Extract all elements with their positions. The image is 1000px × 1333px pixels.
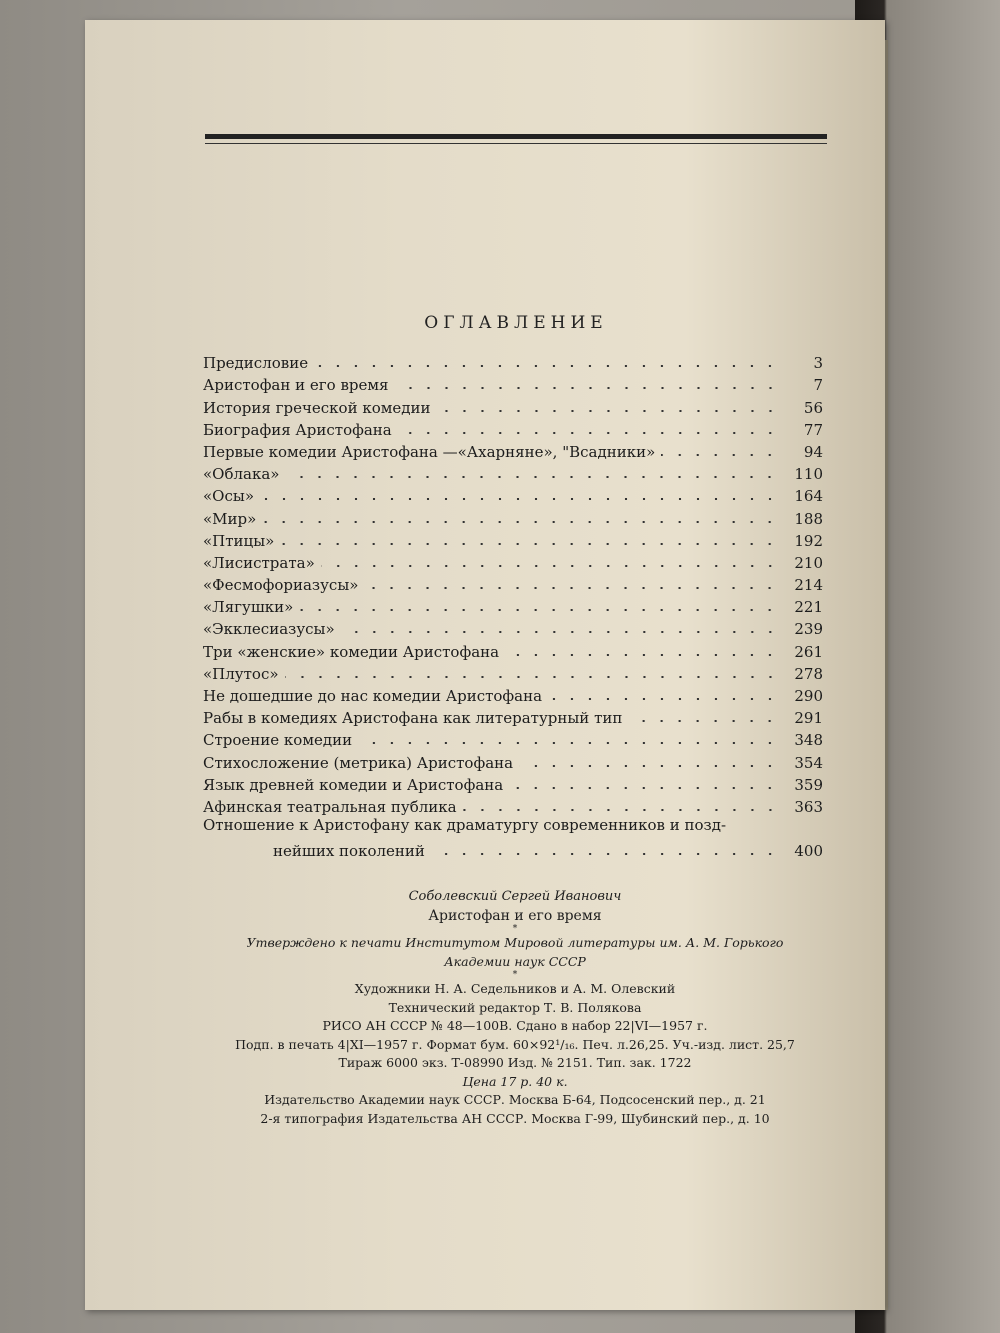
toc-last-entry-page: 400 [794,841,823,860]
toc-entry-label: «Птицы» [203,531,275,550]
toc-entry [203,683,823,705]
toc-entry-page: 359 [794,775,823,794]
contents-title: ОГЛАВЛЕНИЕ [424,313,608,333]
toc-leader-dots [299,609,779,611]
header-rule-thick [205,134,827,139]
toc-entry-page: 261 [794,642,823,661]
toc-entry-page: 214 [794,576,823,595]
toc-entry [203,483,823,505]
imprint-block [205,888,825,1128]
imprint-approved-line2: Академии наук СССР [444,953,586,969]
imprint-printer: 2-я типография Издательства АН СССР. Москва Г-99, Шубинский пер., д. 10 [260,1110,770,1126]
toc-entry [203,616,823,638]
toc-leader-dots [395,387,780,389]
toc-entry-page: 363 [794,797,823,816]
toc-leader-dots [398,432,779,434]
toc-entry [203,727,823,749]
toc-entry [203,505,823,527]
toc-entry-page: 239 [794,620,823,639]
toc-entry-page: 291 [794,709,823,728]
toc-entry-label: Аристофан и его время [203,376,389,395]
toc-entry [203,461,823,483]
toc-leader-dots [505,654,779,656]
toc-leader-dots [509,787,779,789]
toc-leader-dots [628,720,779,722]
toc-entry-label: Предисловие [203,354,309,373]
toc-entry [203,594,823,616]
toc-entry-label: «Лягушки» [203,598,294,617]
toc-entry-page: 221 [794,598,823,617]
imprint-tech-editor: Технический редактор Т. В. Полякова [388,999,642,1015]
toc-entry [203,550,823,572]
toc-entry [203,350,823,372]
toc-entry [203,394,823,416]
toc-entry [203,794,823,816]
imprint-signed: Подп. в печать 4|XI—1957 г. Формат бум. 60×92¹/₁₆. Печ. л.26,25. Уч.-изд. лист. 25,7 [235,1036,795,1052]
imprint-separator-star: * [512,924,518,934]
toc-leader-dots [548,698,779,700]
toc-entry-page: 188 [794,509,823,528]
toc-entry-label: Строение комедии [203,731,353,750]
toc-entry-label: «Экклесиазусы» [203,620,335,639]
imprint-author: Соболевский Сергей Иванович [408,889,622,904]
imprint-separator-star: * [512,970,518,980]
header-rule-thin [205,143,827,144]
toc-entry-label: Рабы в комедиях Аристофана как литературный тип [203,709,623,728]
toc-leader-dots [358,742,779,744]
toc-leader-dots [341,631,779,633]
toc-entry [203,528,823,550]
toc-entry-label: Не дошедшие до нас комедии Аристофана [203,687,543,705]
imprint-book-title: Аристофан и его время [428,907,602,924]
toc-entry-page: 354 [794,753,823,772]
toc-entry-page: 290 [794,687,823,705]
imprint-artists: Художники Н. А. Седельников и А. М. Олевский [354,981,676,996]
toc-leader-dots [314,365,779,367]
toc-entry-page: 278 [794,664,823,683]
toc-leader-dots [437,410,779,412]
toc-leader-dots [285,476,779,478]
toc-leader-dots [463,809,779,811]
toc-entry-label: Первые комедии Аристофана —«Ахарняне», "Всадники» [203,442,656,461]
toc-leader-dots [260,498,779,500]
toc-entry [203,439,823,461]
toc-entry-page: 192 [794,531,823,550]
toc-leader-dots [285,676,779,678]
toc-entry-page: 110 [794,465,823,484]
toc-leader-dots [661,454,779,456]
toc-entry-page: 7 [813,376,823,395]
toc-entry-page: 164 [794,487,823,506]
toc-entry-label: «Фесмофориазусы» [203,576,359,595]
toc-entry-label: История греческой комедии [203,398,431,417]
toc-entry-page: 348 [794,731,823,750]
imprint-publisher: Издательство Академии наук СССР. Москва Б-64, Подсосенский пер., д. 21 [264,1092,766,1107]
toc-leader-dots [364,587,779,589]
toc-entry [203,749,823,771]
toc-entry [203,705,823,727]
toc-entry [203,417,823,439]
toc-entry-page: 77 [803,420,823,439]
toc-last-entry-line2: нейших поколений [273,841,425,860]
toc-entry-label: «Лисистрата» [203,553,315,572]
toc-entry [203,372,823,394]
toc-entry [203,661,823,683]
imprint-riso: РИСО АН СССР № 48—100В. Сдано в набор 22|VI—1957 г. [322,1018,708,1033]
imprint-price: Цена 17 р. 40 к. [462,1073,568,1089]
imprint-approved-line1: Утверждено к печати Институтом Мировой литературы им. А. М. Горького [246,935,784,950]
toc-entry-page: 210 [794,553,823,572]
toc-leader-dots [519,765,779,767]
toc-leader-dots [280,543,779,545]
toc-entry-page: 56 [803,398,823,417]
toc-entry-page: 94 [803,442,823,461]
toc-entry-label: «Мир» [203,509,257,528]
toc-entry [203,638,823,660]
toc-last-entry-line1: Отношение к Аристофану как драматургу современников и позд- [203,815,727,834]
toc-entry-label: Биография Аристофана [203,420,392,439]
toc-entry-label: «Осы» [203,487,254,506]
toc-entry [203,772,823,794]
toc-leader-dots [321,565,779,567]
toc-entry-label: Афинская театральная публика [203,797,457,816]
imprint-print-run: Тираж 6000 экз. Т-08990 Изд. № 2151. Тип. зак. 1722 [338,1055,692,1070]
toc-last-entry [203,838,823,860]
toc-entry-label: Язык древней комедии и Аристофана [203,775,504,794]
toc-leader-dots [431,853,779,855]
toc-entry-label: Стихосложение (метрика) Аристофана [203,753,514,772]
toc-entry-label: «Облака» [203,465,280,484]
toc-entry-page: 3 [813,354,823,373]
table-of-contents [203,350,823,860]
toc-entry-label: Три «женские» комедии Аристофана [203,642,500,661]
toc-entry [203,572,823,594]
toc-entry-label: «Плутос» [203,664,279,683]
toc-leader-dots [262,521,779,523]
